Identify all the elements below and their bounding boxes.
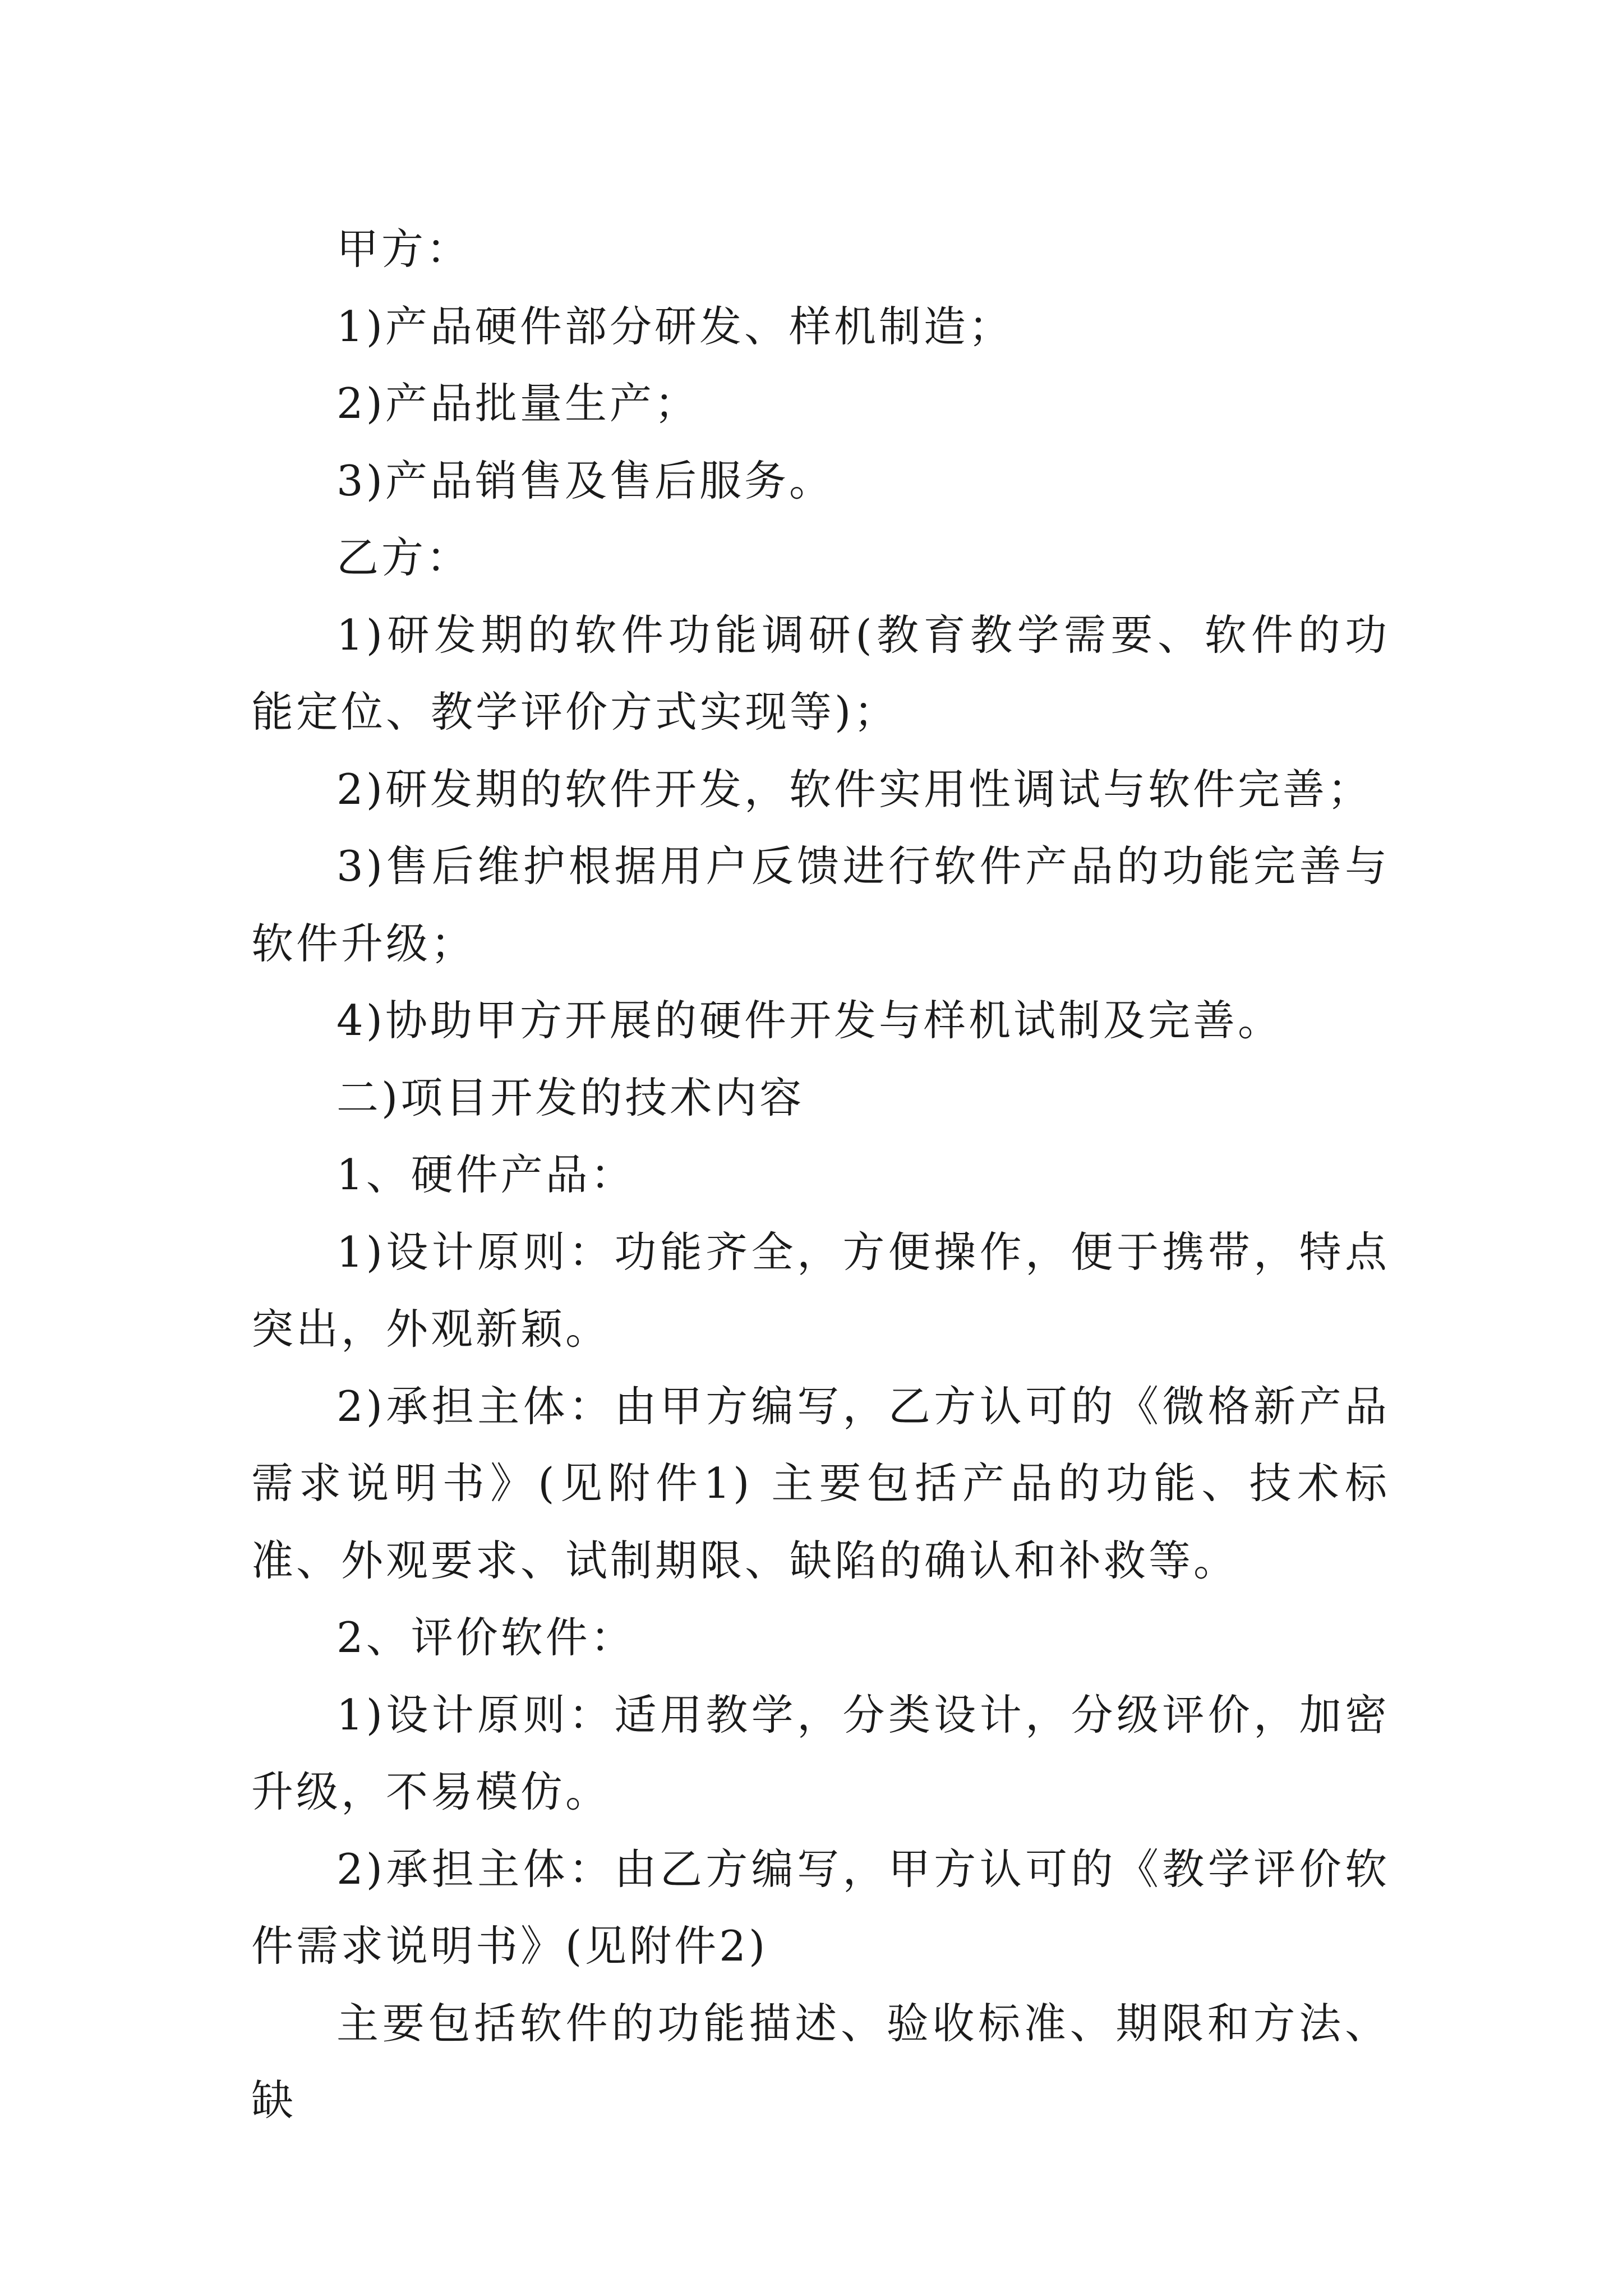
paragraph: 4)协助甲方开展的硬件开发与样机试制及完善。 xyxy=(336,996,1283,1045)
paragraph: 3)产品销售及售后服务。 xyxy=(336,455,834,505)
paragraph: 3)售后维护根据用户反馈进行软件产品的功能完善与软件升级； xyxy=(251,841,1390,968)
subsection-heading: 2、评价软件： xyxy=(336,1613,635,1662)
paragraph: 2)承担主体：由甲方编写，乙方认可的《微格新产品需求说明书》(见附件1) 主要包括产品的功能、技术标准、外观要求、试制期限、缺陷的确认和补救等。 xyxy=(251,1381,1390,1585)
paragraph: 1)产品硬件部分研发、样机制造； xyxy=(336,301,1013,351)
section-heading: 二)项目开发的技术内容 xyxy=(336,1073,805,1122)
subsection-heading: 1、硬件产品： xyxy=(336,1150,635,1199)
paragraph: 1)设计原则：适用教学，分类设计，分级评价，加密升级，不易模仿。 xyxy=(251,1690,1390,1816)
paragraph: 乙方： xyxy=(336,533,472,582)
paragraph: 甲方： xyxy=(336,224,472,274)
paragraph: 主要包括软件的功能描述、验收标准、期限和方法、缺 xyxy=(251,1998,1390,2125)
paragraph: 2)承担主体：由乙方编写，甲方认可的《教学评价软件需求说明书》(见附件2) xyxy=(251,1844,1390,1971)
document-body xyxy=(251,211,1390,2139)
paragraph: 2)产品批量生产； xyxy=(336,379,699,428)
paragraph: 2)研发期的软件开发，软件实用性调试与软件完善； xyxy=(336,764,1372,814)
paragraph: 1)研发期的软件功能调研(教育教学需要、软件的功能定位、教学评价方式实现等)； xyxy=(251,610,1390,737)
paragraph: 1)设计原则：功能齐全，方便操作，便于携带，特点突出，外观新颖。 xyxy=(251,1227,1390,1354)
